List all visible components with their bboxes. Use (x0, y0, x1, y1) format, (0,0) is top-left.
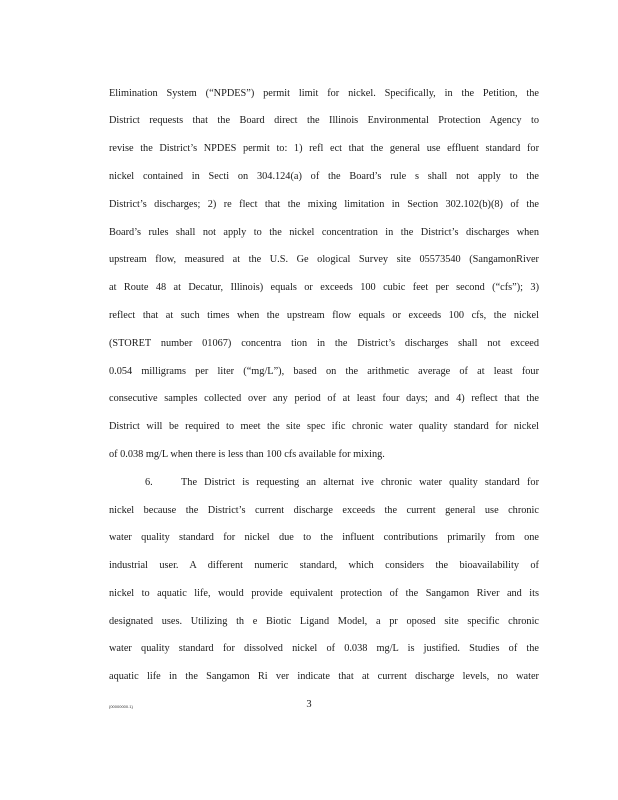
text-line: designated uses. Utilizing th e Biotic Ligand Model, a pr oposed site specific chronic (109, 616, 539, 627)
document-id: {00000000.1} (109, 704, 133, 709)
text-line: upstream flow, measured at the U.S. Ge ological Survey site 05573540 (SangamonRiver (109, 254, 539, 265)
text-line: water quality standard for nickel due to the influent contributions primarily from one (109, 532, 539, 543)
text-line: aquatic life in the Sangamon Ri ver indicate that at current discharge levels, no water (109, 671, 539, 682)
text-line: (STORET number 01067) concentra tion in the District’s discharges shall not exceed (109, 338, 539, 349)
text-line: Elimination System (“NPDES”) permit limit for nickel. Specifically, in the Petition, the (109, 88, 539, 99)
text-line: nickel contained in Secti on 304.124(a) of the Board’s rule s shall not apply to the (109, 171, 539, 182)
text-line: The District is requesting an alternat ive chronic water quality standard for (181, 477, 539, 488)
text-line: District will be required to meet the site spec ific chronic water quality standard for nickel (109, 421, 539, 432)
text-line: industrial user. A different numeric standard, which considers the bioavailability of (109, 560, 539, 571)
text-line: revise the District’s NPDES permit to: 1) refl ect that the general use effluent standard for (109, 143, 539, 154)
text-line: 0.054 milligrams per liter (“mg/L”), based on the arithmetic average of at least four (109, 366, 539, 377)
paragraph-number: 6. (145, 477, 153, 488)
text-line: nickel because the District’s current discharge exceeds the current general use chronic (109, 505, 539, 516)
text-line: water quality standard for dissolved nickel of 0.038 mg/L is justified. Studies of the (109, 643, 539, 654)
text-line: Board’s rules shall not apply to the nickel concentration in the District’s discharges when (109, 227, 539, 238)
text-line: at Route 48 at Decatur, Illinois) equals or exceeds 100 cubic feet per second (“cfs”); 3) (109, 282, 539, 293)
text-line: nickel to aquatic life, would provide equivalent protection of the Sangamon River and its (109, 588, 539, 599)
page-number: 3 (306, 699, 312, 710)
text-line: reflect that at such times when the upstream flow equals or exceeds 100 cfs, the nickel (109, 310, 539, 321)
text-line: District requests that the Board direct the Illinois Environmental Protection Agency to (109, 115, 539, 126)
text-line: consecutive samples collected over any period of at least four days; and 4) reflect that the (109, 393, 539, 404)
text-line: of 0.038 mg/L when there is less than 100 cfs available for mixing. (109, 449, 385, 460)
text-line: District’s discharges; 2) re flect that the mixing limitation in Section 302.102(b)(8) of the (109, 199, 539, 210)
